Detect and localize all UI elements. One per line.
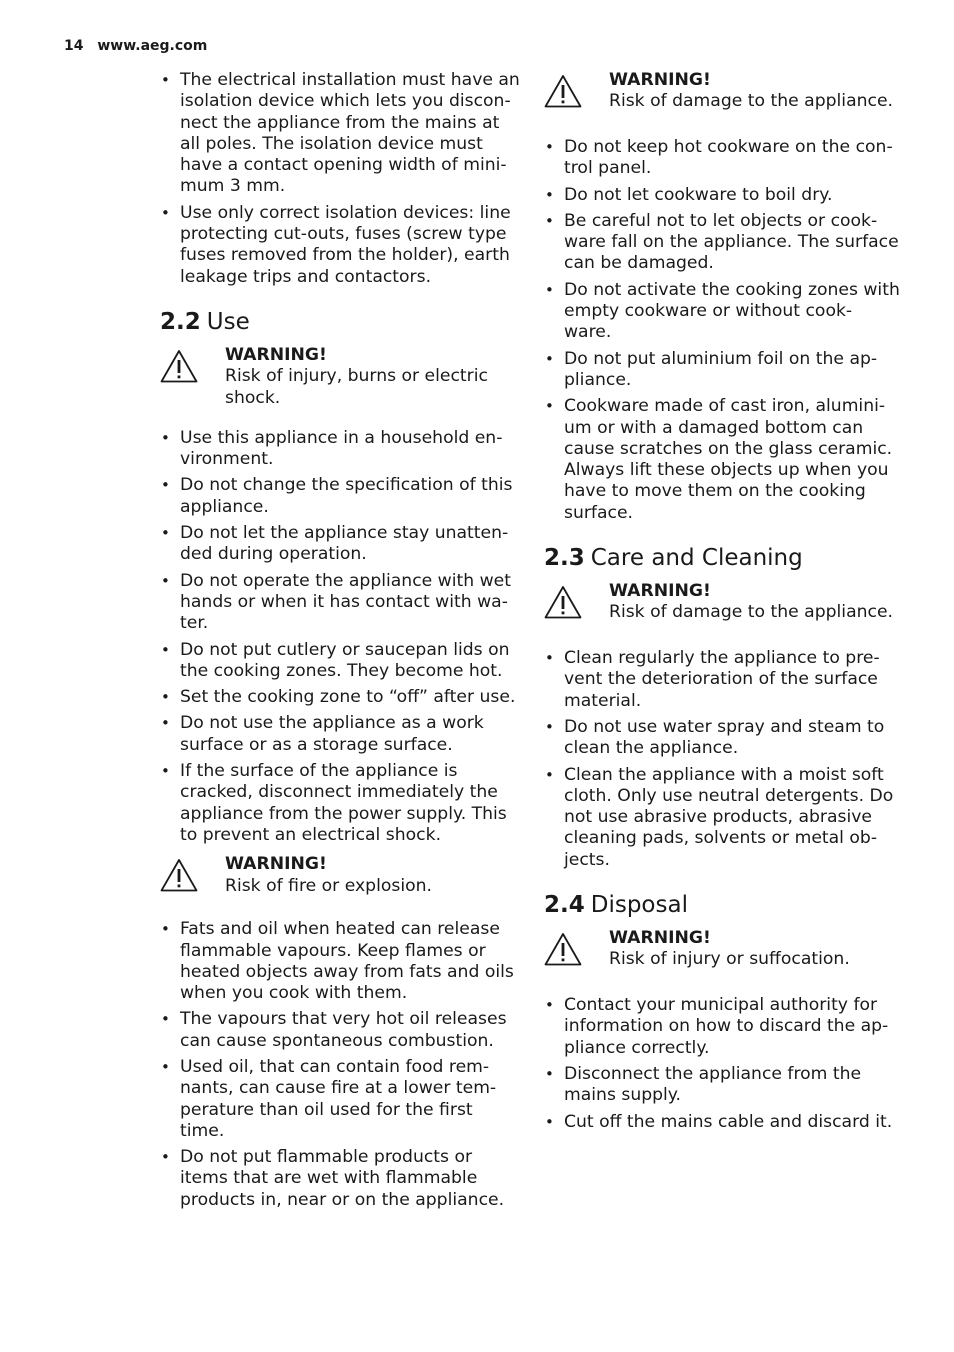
warning-triangle-icon [160,349,198,383]
warning-box-fire [160,854,520,902]
page-number: 14 [64,38,84,54]
page-header [64,38,207,54]
damage-list [544,137,904,524]
fire-list [160,919,520,1211]
list-item: • Do not let the appliance stay unatten- ded during operation. [160,523,520,566]
warning-title: WARNING! [609,928,711,949]
warning-triangle-icon [544,932,582,966]
list-item: • Do not put flammable products or items that are wet with flammable products in, near or on the appliance. [160,1147,520,1211]
warning-text: Risk of damage to the appliance. [609,91,893,112]
list-item: • The vapours that very hot oil releases can cause spontaneous combustion. [160,1009,520,1052]
section-number: 2.2 [160,308,201,335]
list-item: • Do not let cookware to boil dry. [544,185,904,206]
section-number: 2.3 [544,545,585,572]
list-item: • Do not keep hot cookware on the con- trol panel. [544,137,904,180]
list-item: • Set the cooking zone to “off” after use. [160,687,520,708]
list-item: • Do not activate the cooking zones with empty cookware or without cook- ware. [544,280,904,344]
warning-text: Risk of injury, burns or electric shock. [225,366,488,408]
section-heading-care [544,544,904,572]
list-item: • Be careful not to let objects or cook- ware fall on the appliance. The surface can be damaged. [544,211,904,275]
warning-title: WARNING! [225,344,327,365]
right-column [544,70,904,1138]
list-item: • Do not change the specification of this appliance. [160,475,520,518]
warning-title: WARNING! [225,854,327,875]
section-number: 2.4 [544,892,585,919]
warning-title: WARNING! [609,70,711,90]
list-item: • Contact your municipal authority for information on how to discard the ap- pliance correctly. [544,995,904,1059]
left-column [160,70,520,1216]
section-title: Disposal [590,892,688,919]
warning-box-disposal [544,928,904,976]
warning-triangle-icon [160,858,198,892]
list-item: • Disconnect the appliance from the mains supply. [544,1064,904,1107]
list-item: • If the surface of the appliance is cracked, disconnect immediately the appliance from the power supply. This to prevent an electrical shock. [160,761,520,846]
list-item: • Use only correct isolation devices: line protecting cut-outs, fuses (screw type fuses removed from the holder), earth leakage trips and contactors. [160,203,520,288]
warning-box-care [544,581,904,629]
warning-text: Risk of fire or explosion. [225,875,432,896]
warning-triangle-icon [544,74,582,108]
website-url: www.aeg.com [97,38,208,54]
list-item: • Do not put aluminium foil on the ap- pliance. [544,349,904,392]
list-item: • Clean the appliance with a moist soft cloth. Only use neutral detergents. Do not use abrasive products, abrasive cleaning pads, solvents or metal ob- jects. [544,765,904,871]
list-item: • Cut off the mains cable and discard it. [544,1112,904,1133]
care-list [544,648,904,871]
list-item: • Do not use water spray and steam to clean the appliance. [544,717,904,760]
warning-box-injury [160,345,520,409]
list-item: • Cookware made of cast iron, alumini- um or with a damaged bottom can cause scratches on the glass ceramic. Always lift these objects up when you have to move them on the cooking surface. [544,396,904,524]
section-title: Care and Cleaning [590,545,803,572]
list-item: • The electrical installation must have an isolation device which lets you discon- nect the appliance from the mains at all poles. The isolation device must have a contact opening width of mini- mum 3 mm. [160,70,520,198]
list-item: • Clean regularly the appliance to pre- vent the deterioration of the surface material. [544,648,904,712]
section-heading-use [160,308,520,336]
warning-triangle-icon [544,585,582,619]
warning-text: Risk of injury or suffocation. [609,949,850,970]
list-item: • Fats and oil when heated can release flammable vapours. Keep flames or heated objects away from fats and oils when you cook with them. [160,919,520,1004]
disposal-list [544,995,904,1133]
section-title: Use [206,308,250,335]
warning-text: Risk of damage to the appliance. [609,602,893,623]
list-item: • Use this appliance in a household en- vironment. [160,428,520,471]
list-item: • Used oil, that can contain food rem- nants, can cause fire at a lower tem- perature than oil used for the first time. [160,1057,520,1142]
use-list [160,428,520,846]
list-item: • Do not use the appliance as a work surface or as a storage surface. [160,713,520,756]
list-item: • Do not put cutlery or saucepan lids on the cooking zones. They become hot. [160,640,520,683]
section-heading-disposal [544,891,904,919]
intro-list [160,70,520,288]
warning-title: WARNING! [609,581,711,602]
list-item: • Do not operate the appliance with wet hands or when it has contact with wa- ter. [160,571,520,635]
warning-box-damage [544,70,904,118]
